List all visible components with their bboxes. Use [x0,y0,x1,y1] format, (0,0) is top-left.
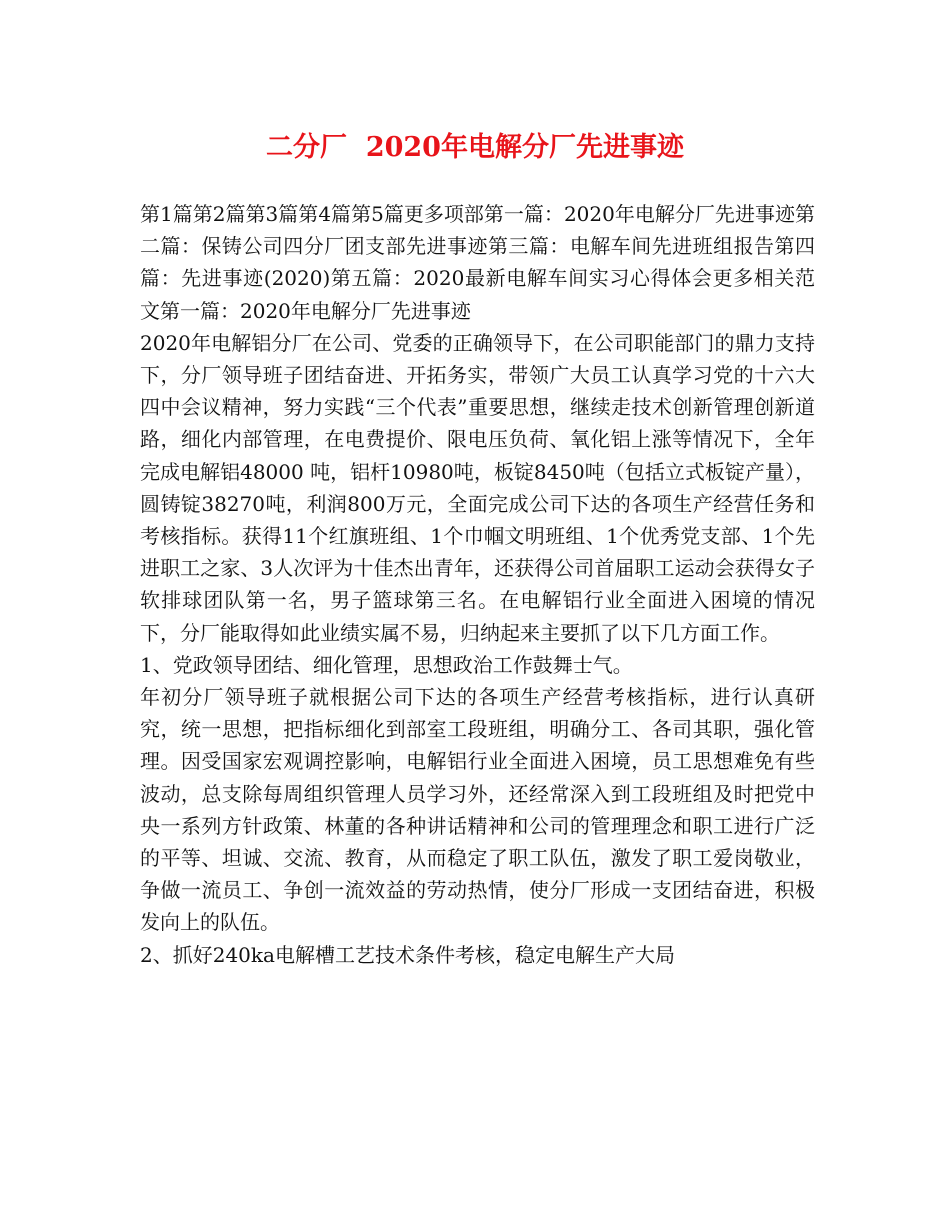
section-heading-2: 2、抓好240ka电解槽工艺技术条件考核，稳定电解生产大局 [140,942,675,967]
section-heading-1: 1、党政领导团结、细化管理，思想政治工作鼓舞士气。 [140,652,633,677]
paragraph-section-1: 年初分厂领导班子就根据公司下达的各项生产经营考核指标，进行认真研究，统一思想，把指标细化到部室工段班组，明确分工、各司其职，强化管理。因受国家宏观调控影响，电解铝行业全面进入困境，员工思想难免有些波动，总支除每周组织管理人员学习外，还经常深入到工段班组及时把党中央一系列方针政策、林董的各种讲话精神和公司的管理理念和职工进行广泛的平等、坦诚、交流、教育，从而稳定了职工队伍，激发了职工爱岗敬业，争做一流员工、争创一流效益的劳动热情，使分厂形成一支团结奋进，积极发向上的队伍。 [140,685,815,935]
document-body [140,198,815,971]
document-title: 二分厂 2020年电解分厂先进事迹 [266,132,684,163]
paragraph-summary: 2020年电解铝分厂在公司、党委的正确领导下，在公司职能部门的鼎力支持下，分厂领导班子团结奋进、开拓务实，带领广大员工认真学习党的十六大四中会议精神，努力实践“三个代表”重要思想，继续走技术创新管理创新道路，细化内部管理，在电费提价、限电压负荷、氧化铝上涨等情况下，全年完成电解铝48000 吨，铝杆10980吨，板锭8450吨（包括立式板锭产量），圆铸锭38270吨，利润800万元，全面完成公司下达的各项生产经营任务和考核指标。获得11个红旗班组、1个巾帼文明班组、1个优秀党支部、1个先进职工之家、3人次评为十佳杰出青年，还获得公司首届职工运动会获得女子软排球团队第一名，男子篮球第三名。在电解铝行业全面进入困境的情况下，分厂能取得如此业绩实属不易，归纳起来主要抓了以下几方面工作。 [140,330,815,645]
paragraph-table-of-contents: 第1篇第2篇第3篇第4篇第5篇更多项部第一篇：2020年电解分厂先进事迹第二篇：保铸公司四分厂团支部先进事迹第三篇：电解车间先进班组报告第四篇：先进事迹(2020)第五篇：2020最新电解车间实习心得体会更多相关范文第一篇：2020年电解分厂先进事迹 [140,202,815,323]
